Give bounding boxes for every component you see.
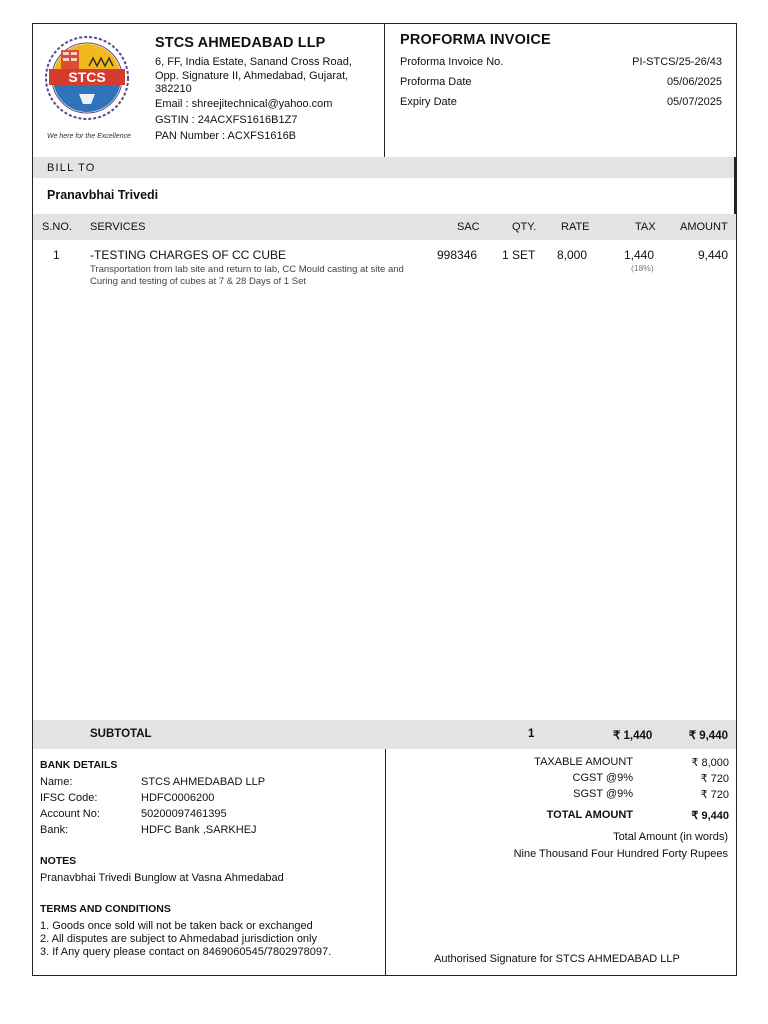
footer-totals (386, 749, 736, 975)
account-label: Account No: (40, 808, 100, 820)
total-amount-value: ₹ 9,440 (691, 810, 729, 822)
subtotal-bar (33, 720, 736, 749)
item-rate: 8,000 (557, 248, 588, 262)
item-qty: 1 SET (502, 248, 536, 262)
bank-name-label: Name: (40, 776, 73, 788)
header-tax: TAX (635, 221, 656, 233)
item-tax-percent: (18%) (631, 263, 654, 273)
header-services: SERVICES (90, 221, 146, 233)
cgst-value: ₹ 720 (700, 773, 729, 785)
sgst-value: ₹ 720 (700, 789, 729, 801)
subtotal-label: SUBTOTAL (90, 728, 152, 740)
terms-title: TERMS AND CONDITIONS (40, 903, 171, 915)
expiry-date-label: Expiry Date (400, 96, 457, 108)
invoice-date-label: Proforma Date (400, 76, 472, 88)
taxable-amount-value: ₹ 8,000 (691, 757, 729, 769)
bank-name-row (40, 776, 380, 788)
invoice-header (33, 24, 736, 157)
invoice-number-value: PI-STCS/25-26/43 (632, 56, 722, 68)
header-qty: QTY. (512, 221, 537, 233)
document-title: PROFORMA INVOICE (400, 32, 551, 48)
notes-text: Pranavbhai Trivedi Bunglow at Vasna Ahmedabad (40, 872, 284, 884)
logo-emblem-icon (41, 36, 133, 132)
header-sac: SAC (457, 221, 480, 233)
invoice-date-value: 05/06/2025 (666, 76, 722, 88)
bill-to-name: Pranavbhai Trivedi (47, 188, 159, 202)
item-description: Transportation from lab site and return to lab, CC Mould casting at site and Curing and testing of cubes at 7 & 28 Days of 1 Set (90, 264, 404, 287)
subtotal-tax: ₹ 1,440 (613, 730, 653, 742)
company-pan: PAN Number : ACXFS1616B (155, 130, 297, 142)
table-header (33, 214, 736, 240)
invoice-meta-block (386, 24, 736, 157)
company-block (33, 24, 385, 157)
account-value: 50200097461395 (141, 808, 227, 820)
terms-line-1: 1. Goods once sold will not be taken back or exchanged (40, 920, 313, 932)
header-sno: S.NO. (42, 221, 72, 233)
ifsc-label: IFSC Code: (40, 792, 98, 804)
sgst-label: SGST @9% (573, 788, 633, 800)
bill-to-section (33, 178, 736, 214)
invoice-date-row (400, 76, 722, 88)
item-name: -TESTING CHARGES OF CC CUBE (90, 248, 287, 262)
taxable-amount-label: TAXABLE AMOUNT (534, 756, 633, 768)
item-sac: 998346 (437, 248, 478, 262)
company-logo (41, 36, 133, 140)
bill-to-bar (33, 157, 736, 178)
subtotal-qty: 1 (528, 728, 535, 740)
account-row (40, 808, 380, 820)
company-email: Email : shreejitechnical@yahoo.com (155, 98, 333, 110)
company-gstin: GSTIN : 24ACXFS1616B1Z7 (155, 114, 298, 126)
bill-to-label: BILL TO (47, 162, 96, 174)
item-sno: 1 (53, 248, 60, 262)
company-address: 6, FF, India Estate, Sanand Cross Road, Opp. Signature II, Ahmedabad, Gujarat, 382210 (155, 56, 352, 95)
bank-name-value: STCS AHMEDABAD LLP (141, 776, 266, 788)
item-tax: 1,440 (624, 248, 655, 262)
authorised-signature: Authorised Signature for STCS AHMEDABAD LLP (434, 953, 680, 965)
bank-branch-value: HDFC Bank ,SARKHEJ (141, 824, 257, 836)
cgst-label: CGST @9% (572, 772, 633, 784)
notes-title: NOTES (40, 855, 77, 867)
invoice-number-label: Proforma Invoice No. (400, 56, 504, 68)
amount-in-words-label: Total Amount (in words) (613, 831, 728, 843)
bank-branch-label: Bank: (40, 824, 69, 836)
company-name: STCS AHMEDABAD LLP (155, 35, 326, 51)
invoice-page (32, 23, 737, 976)
footer-details (33, 749, 386, 975)
item-amount: 9,440 (697, 248, 728, 262)
amount-in-words-value: Nine Thousand Four Hundred Forty Rupees (513, 848, 728, 860)
company-tagline: We here for the Excellence (47, 133, 131, 140)
header-amount: AMOUNT (680, 221, 728, 233)
table-row (33, 240, 736, 300)
expiry-date-row (400, 96, 722, 108)
bank-details-title: BANK DETAILS (40, 759, 118, 771)
svg-text:STCS: STCS (68, 69, 106, 85)
ifsc-row (40, 792, 380, 804)
header-rate: RATE (561, 221, 590, 233)
total-amount-label: TOTAL AMOUNT (546, 809, 633, 821)
terms-line-2: 2. All disputes are subject to Ahmedabad jurisdiction only (40, 933, 317, 945)
ifsc-value: HDFC0006200 (141, 792, 215, 804)
bank-branch-row (40, 824, 380, 836)
terms-line-3: 3. If Any query please contact on 8469060545/7802978097. (40, 946, 332, 958)
expiry-date-value: 05/07/2025 (666, 96, 722, 108)
subtotal-amount: ₹ 9,440 (688, 730, 728, 742)
invoice-number-row (400, 56, 722, 68)
